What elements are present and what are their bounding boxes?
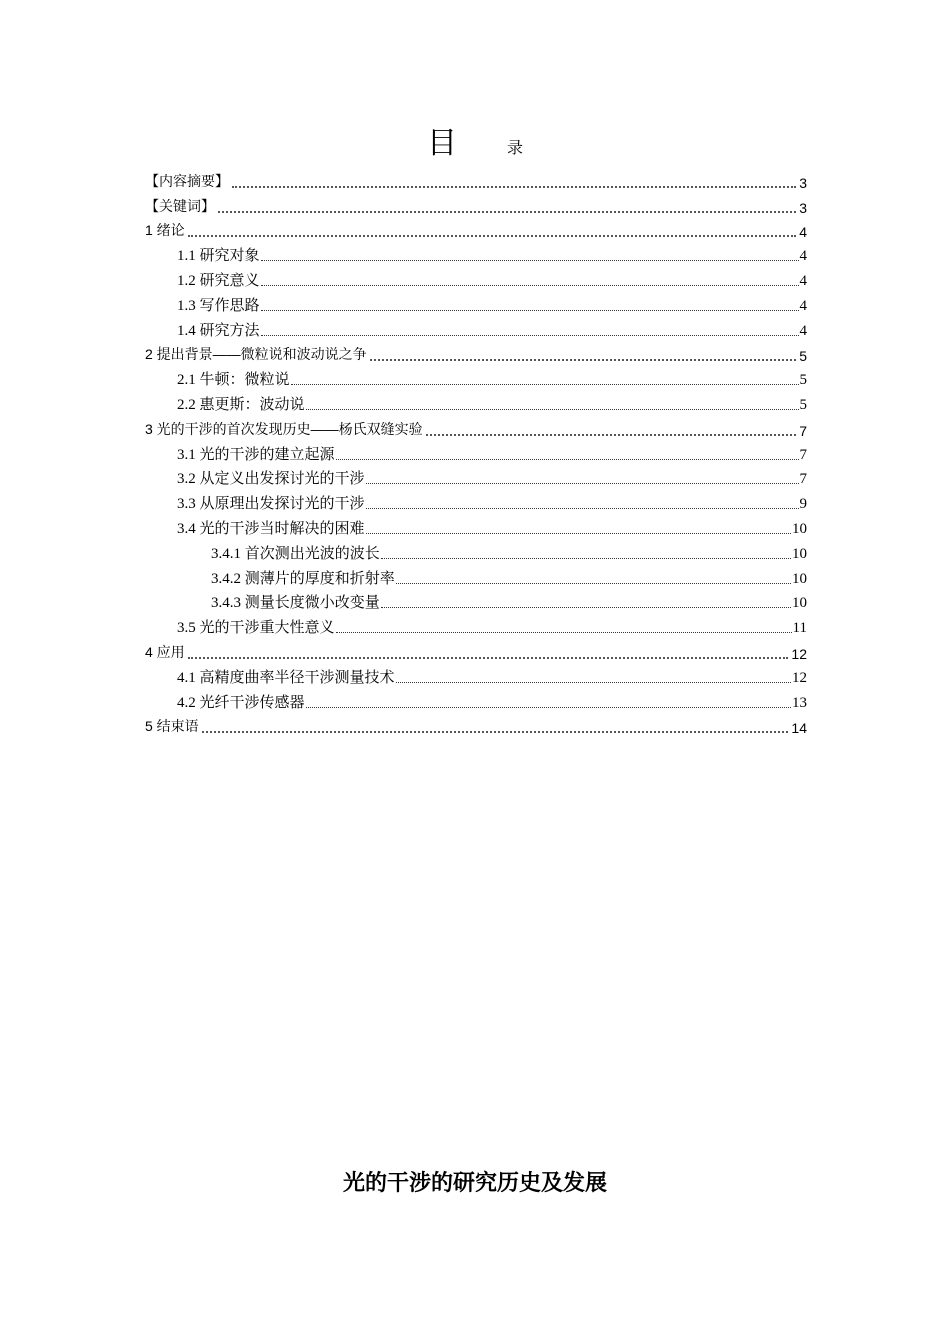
toc-entry-label: 1.3 写作思路 [177,297,260,314]
toc-entry-page-number: 4 [799,297,807,314]
toc-entry[interactable] [145,240,807,265]
toc-dot-leader [366,497,799,513]
toc-entry-label: 3.2 从定义出发探讨光的干涉 [177,471,365,488]
toc-entry-label: 3 光的干涉的首次发现历史——杨氏双缝实验 [145,420,423,437]
toc-heading-char-2: 录 [506,138,523,157]
toc-dot-leader [291,373,799,389]
toc-entry[interactable] [145,563,807,588]
toc-entry-page-number: 10 [792,570,807,587]
toc-entry-page-number: 10 [792,595,807,612]
toc-entry-page-number: 11 [792,620,807,637]
toc-entry-page-number: 4 [799,248,807,265]
toc-dot-leader [396,671,791,687]
toc-entry-page-number: 7 [799,471,807,488]
toc-dot-leader [306,398,799,414]
toc-entry[interactable] [145,290,807,315]
toc-entry-page-number: 10 [792,520,807,537]
toc-dot-leader [366,522,791,538]
toc-entry-label: 2.1 牛顿：微粒说 [177,372,290,389]
toc-entry-page-number: 5 [799,348,807,365]
toc-dot-leader [396,572,791,588]
toc-entry-page-number: 14 [791,720,807,737]
toc-entry[interactable] [145,464,807,489]
toc-entry[interactable] [145,612,807,637]
toc-entry-page-number: 9 [799,496,807,513]
toc-entry-label: 3.4.1 首次测出光波的波长 [211,545,380,562]
toc-entry-label: 4 应用 [145,643,185,660]
toc-dot-leader [261,249,799,265]
toc-entry[interactable] [145,389,807,414]
toc-entry-label: 3.3 从原理出发探讨光的干涉 [177,496,365,513]
toc-entry-page-number: 12 [792,669,807,686]
toc-entry[interactable] [145,166,807,191]
toc-heading [0,118,950,162]
toc-entry[interactable] [145,637,807,662]
toc-entry-label: 3.4 光的干涉当时解决的困难 [177,520,365,537]
toc-entry-label: 2.2 惠更斯：波动说 [177,396,305,413]
toc-entry-page-number: 7 [799,422,807,439]
toc-dot-leader [368,348,799,364]
toc-entry-label: 3.5 光的干涉重大性意义 [177,620,335,637]
toc-dot-leader [381,547,791,563]
toc-entry[interactable] [145,687,807,712]
toc-entry-label: 3.4.2 测薄片的厚度和折射率 [211,570,395,587]
toc-dot-leader [424,423,799,439]
toc-entry-page-number: 5 [799,372,807,389]
toc-dot-leader [230,175,798,191]
toc-entry[interactable] [145,216,807,241]
toc-dot-leader [336,448,799,464]
toc-entry[interactable] [145,588,807,613]
toc-entry-page-number: 12 [791,645,807,662]
toc-dot-leader [381,596,791,612]
toc-entry-page-number: 7 [799,446,807,463]
toc-dot-leader [261,324,799,340]
toc-dot-leader [366,472,799,488]
toc-entry[interactable] [145,364,807,389]
toc-dot-leader [186,646,791,662]
toc-entry-label: 3.1 光的干涉的建立起源 [177,446,335,463]
toc-entry-label: 4.1 高精度曲率半径干涉测量技术 [177,669,395,686]
toc-entry-label: 2 提出背景——微粒说和波动说之争 [145,346,367,363]
toc-entry-page-number: 13 [792,694,807,711]
toc-entry-label: 5 结束语 [145,718,199,735]
toc-dot-leader [261,299,799,315]
toc-dot-leader [336,621,792,637]
toc-entry[interactable] [145,439,807,464]
toc-entry-page-number: 4 [799,224,807,241]
toc-entry-page-number: 4 [799,322,807,339]
toc-entry-page-number: 10 [792,545,807,562]
toc-dot-leader [306,696,791,712]
document-title: 光的干涉的研究历史及发展 [342,1171,607,1196]
toc-entry-page-number: 4 [799,272,807,289]
toc-entry-label: 1 绪论 [145,222,185,239]
table-of-contents [145,166,807,736]
toc-entry-label: 1.1 研究对象 [177,248,260,265]
toc-entry-page-number: 3 [799,199,807,216]
toc-heading-char-1: 目 [426,126,457,161]
toc-entry-label: 1.4 研究方法 [177,322,260,339]
toc-entry[interactable] [145,315,807,340]
toc-entry-page-number: 3 [799,174,807,191]
toc-entry[interactable] [145,538,807,563]
toc-entry-label: 4.2 光纤干涉传感器 [177,694,305,711]
toc-entry[interactable] [145,513,807,538]
toc-dot-leader [216,200,798,216]
toc-entry-label: 1.2 研究意义 [177,272,260,289]
toc-entry-label: 3.4.3 测量长度微小改变量 [211,595,380,612]
toc-entry[interactable] [145,488,807,513]
toc-dot-leader [261,274,799,290]
toc-entry[interactable] [145,414,807,439]
toc-entry-page-number: 5 [799,396,807,413]
toc-entry-label: 【关键词】 [145,197,215,214]
toc-entry[interactable] [145,662,807,687]
toc-dot-leader [200,720,791,736]
toc-dot-leader [186,224,799,240]
toc-entry[interactable] [145,265,807,290]
toc-entry-label: 【内容摘要】 [145,172,229,189]
toc-entry[interactable] [145,712,807,737]
toc-entry[interactable] [145,340,807,365]
toc-entry[interactable] [145,191,807,216]
